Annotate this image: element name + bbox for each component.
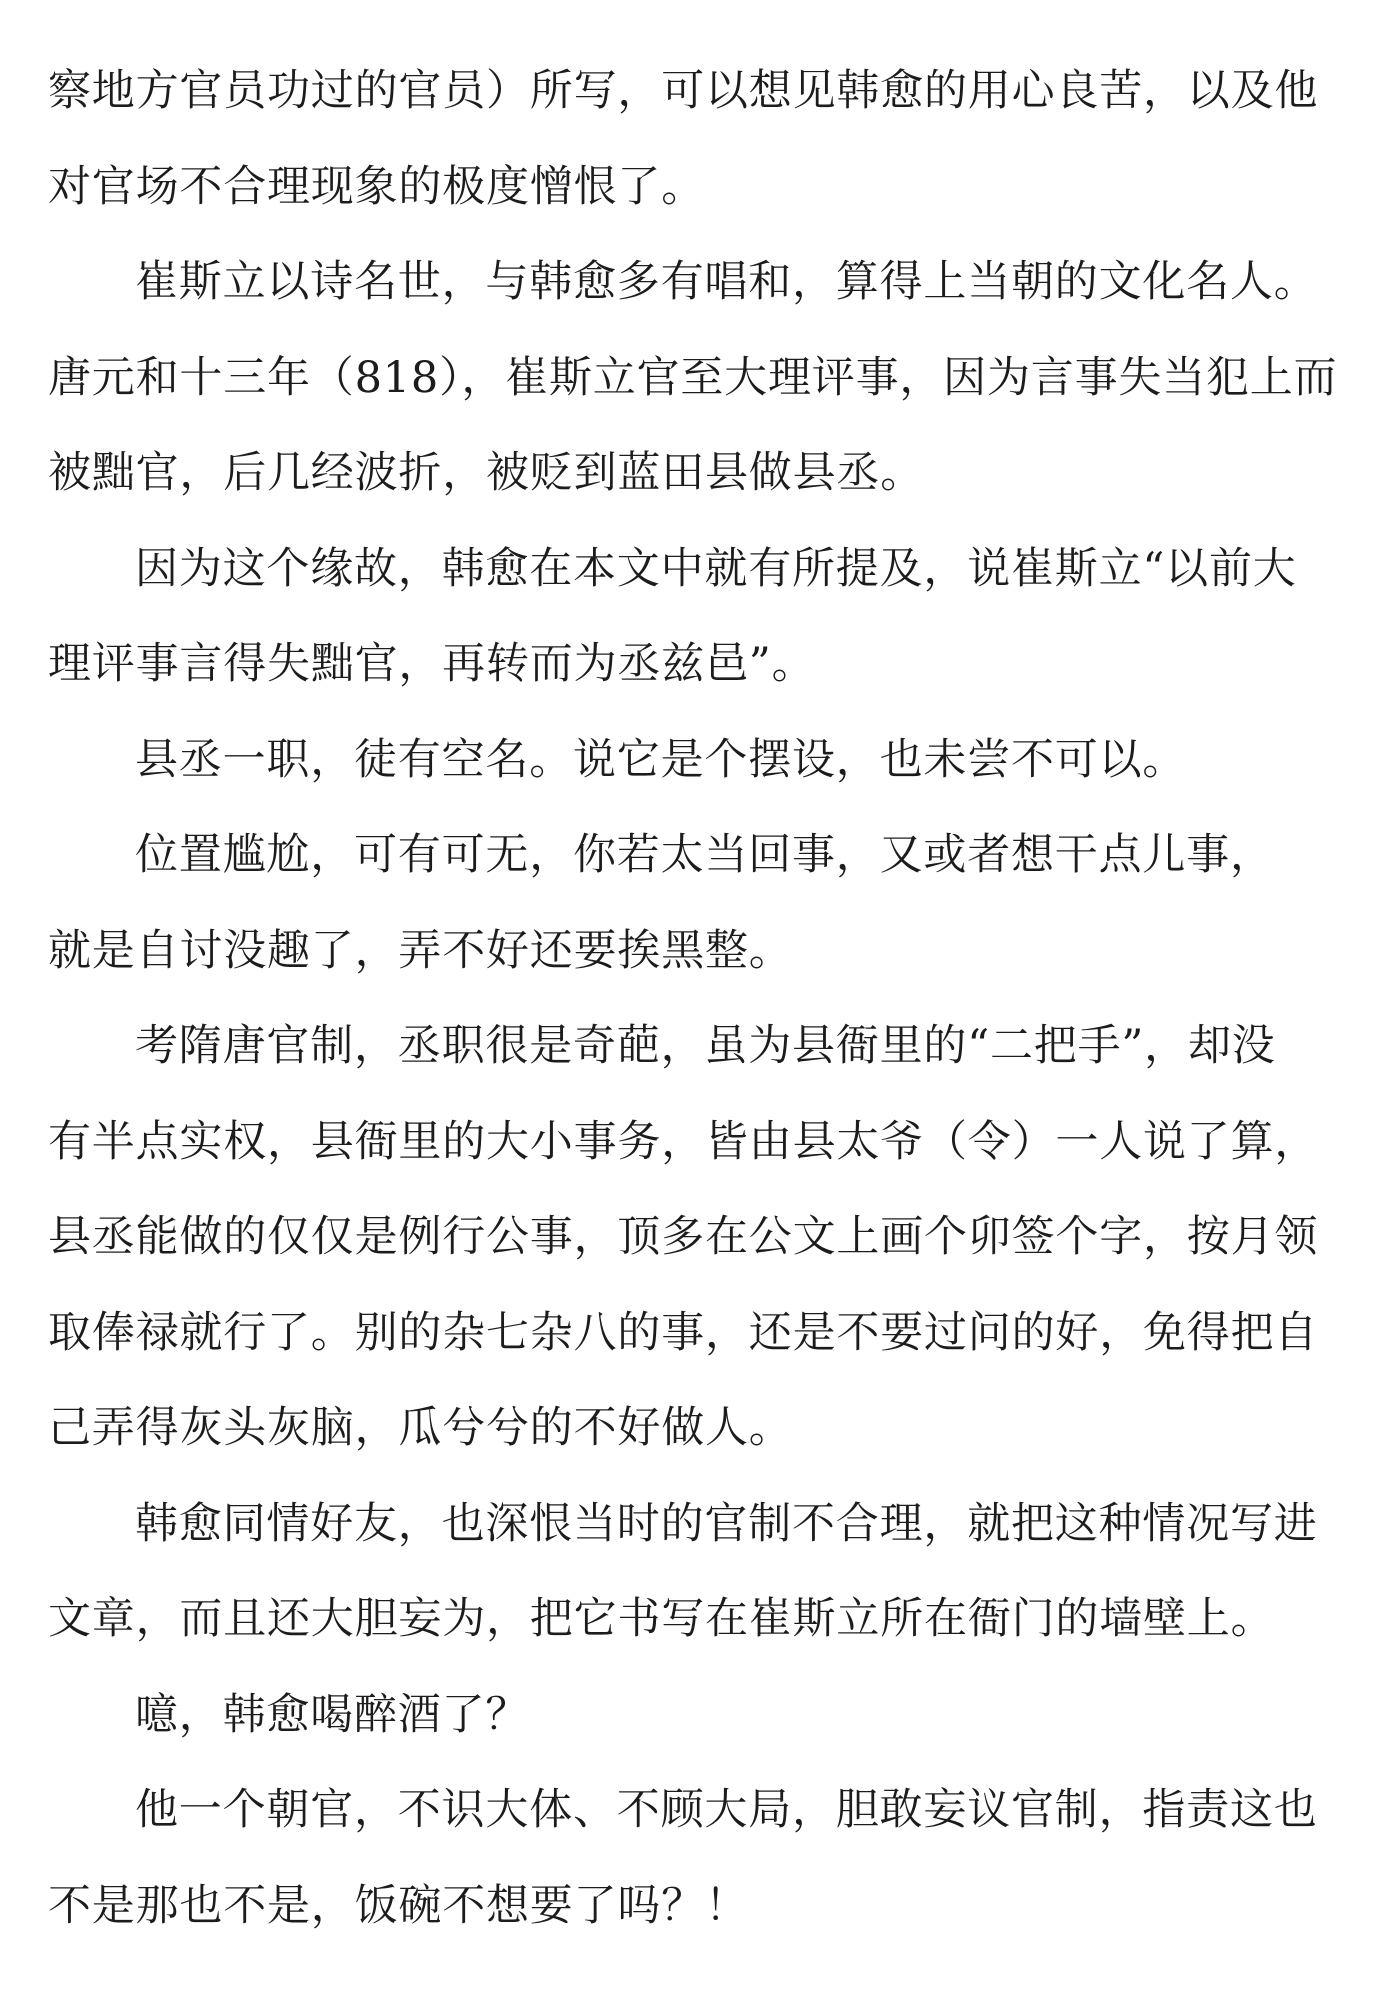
- text-line: 县丞能做的仅仅是例行公事，顶多在公文上画个卯签个字，按月领: [48, 1212, 1319, 1262]
- paragraph-4: [48, 713, 1348, 809]
- text-line: 察地方官员功过的官员）所写，可以想见韩愈的用心良苦，以及他: [48, 66, 1319, 116]
- document-page: [48, 44, 1348, 1954]
- text-line: 被黜官，后几经波折，被贬到蓝田县做县丞。: [48, 448, 924, 498]
- text-line: 他一个朝官，不识大体、不顾大局，胆敢妄议官制，指责这也: [135, 1785, 1318, 1835]
- text-line: 理评事言得失黜官，再转而为丞兹邑”。: [48, 639, 816, 689]
- paragraph-5: [48, 808, 1348, 999]
- text-line: 唐元和十三年（818），崔斯立官至大理评事，因为言事失当犯上而: [48, 352, 1338, 403]
- text-line: 文章，而且还大胆妄为，把它书写在崔斯立所在衙门的墙壁上。: [48, 1594, 1275, 1644]
- paragraph-6: [48, 999, 1348, 1477]
- text-line: 因为这个缘故，韩愈在本文中就有所提及，说崔斯立“以前大: [135, 543, 1297, 594]
- text-line: 不是那也不是，饭碗不想要了吗？！: [48, 1880, 749, 1931]
- paragraph-1: [48, 44, 1348, 235]
- paragraph-7: [48, 1477, 1348, 1668]
- text-line: 崔斯立以诗名世，与韩愈多有唱和，算得上当朝的文化名人。: [135, 257, 1318, 307]
- paragraph-2: [48, 235, 1348, 522]
- text-line: 己弄得灰头灰脑，瓜兮兮的不好做人。: [48, 1403, 793, 1453]
- text-line: 噫，韩愈喝醉酒了？: [135, 1689, 530, 1740]
- paragraph-9: [48, 1763, 1348, 1954]
- text-line: 考隋唐官制，丞职很是奇葩，虽为县衙里的“二把手”，却没: [135, 1021, 1276, 1071]
- text-line: 对官场不合理现象的极度憎恨了。: [48, 161, 705, 212]
- text-line: 韩愈同情好友，也深恨当时的官制不合理，就把这种情况写进: [135, 1498, 1318, 1549]
- text-line: 有半点实权，县衙里的大小事务，皆由县太爷（令）一人说了算，: [48, 1116, 1319, 1167]
- text-line: 取俸禄就行了。别的杂七杂八的事，还是不要过问的好，免得把自: [48, 1307, 1319, 1358]
- text-line: 就是自讨没趣了，弄不好还要挨黑整。: [48, 925, 793, 976]
- paragraph-8: [48, 1668, 1348, 1764]
- text-line: 县丞一职，徒有空名。说它是个摆设，也未尝不可以。: [135, 734, 1187, 785]
- text-line: 位置尴尬，可有可无，你若太当回事，又或者想干点儿事，: [135, 830, 1274, 880]
- paragraph-3: [48, 522, 1348, 713]
